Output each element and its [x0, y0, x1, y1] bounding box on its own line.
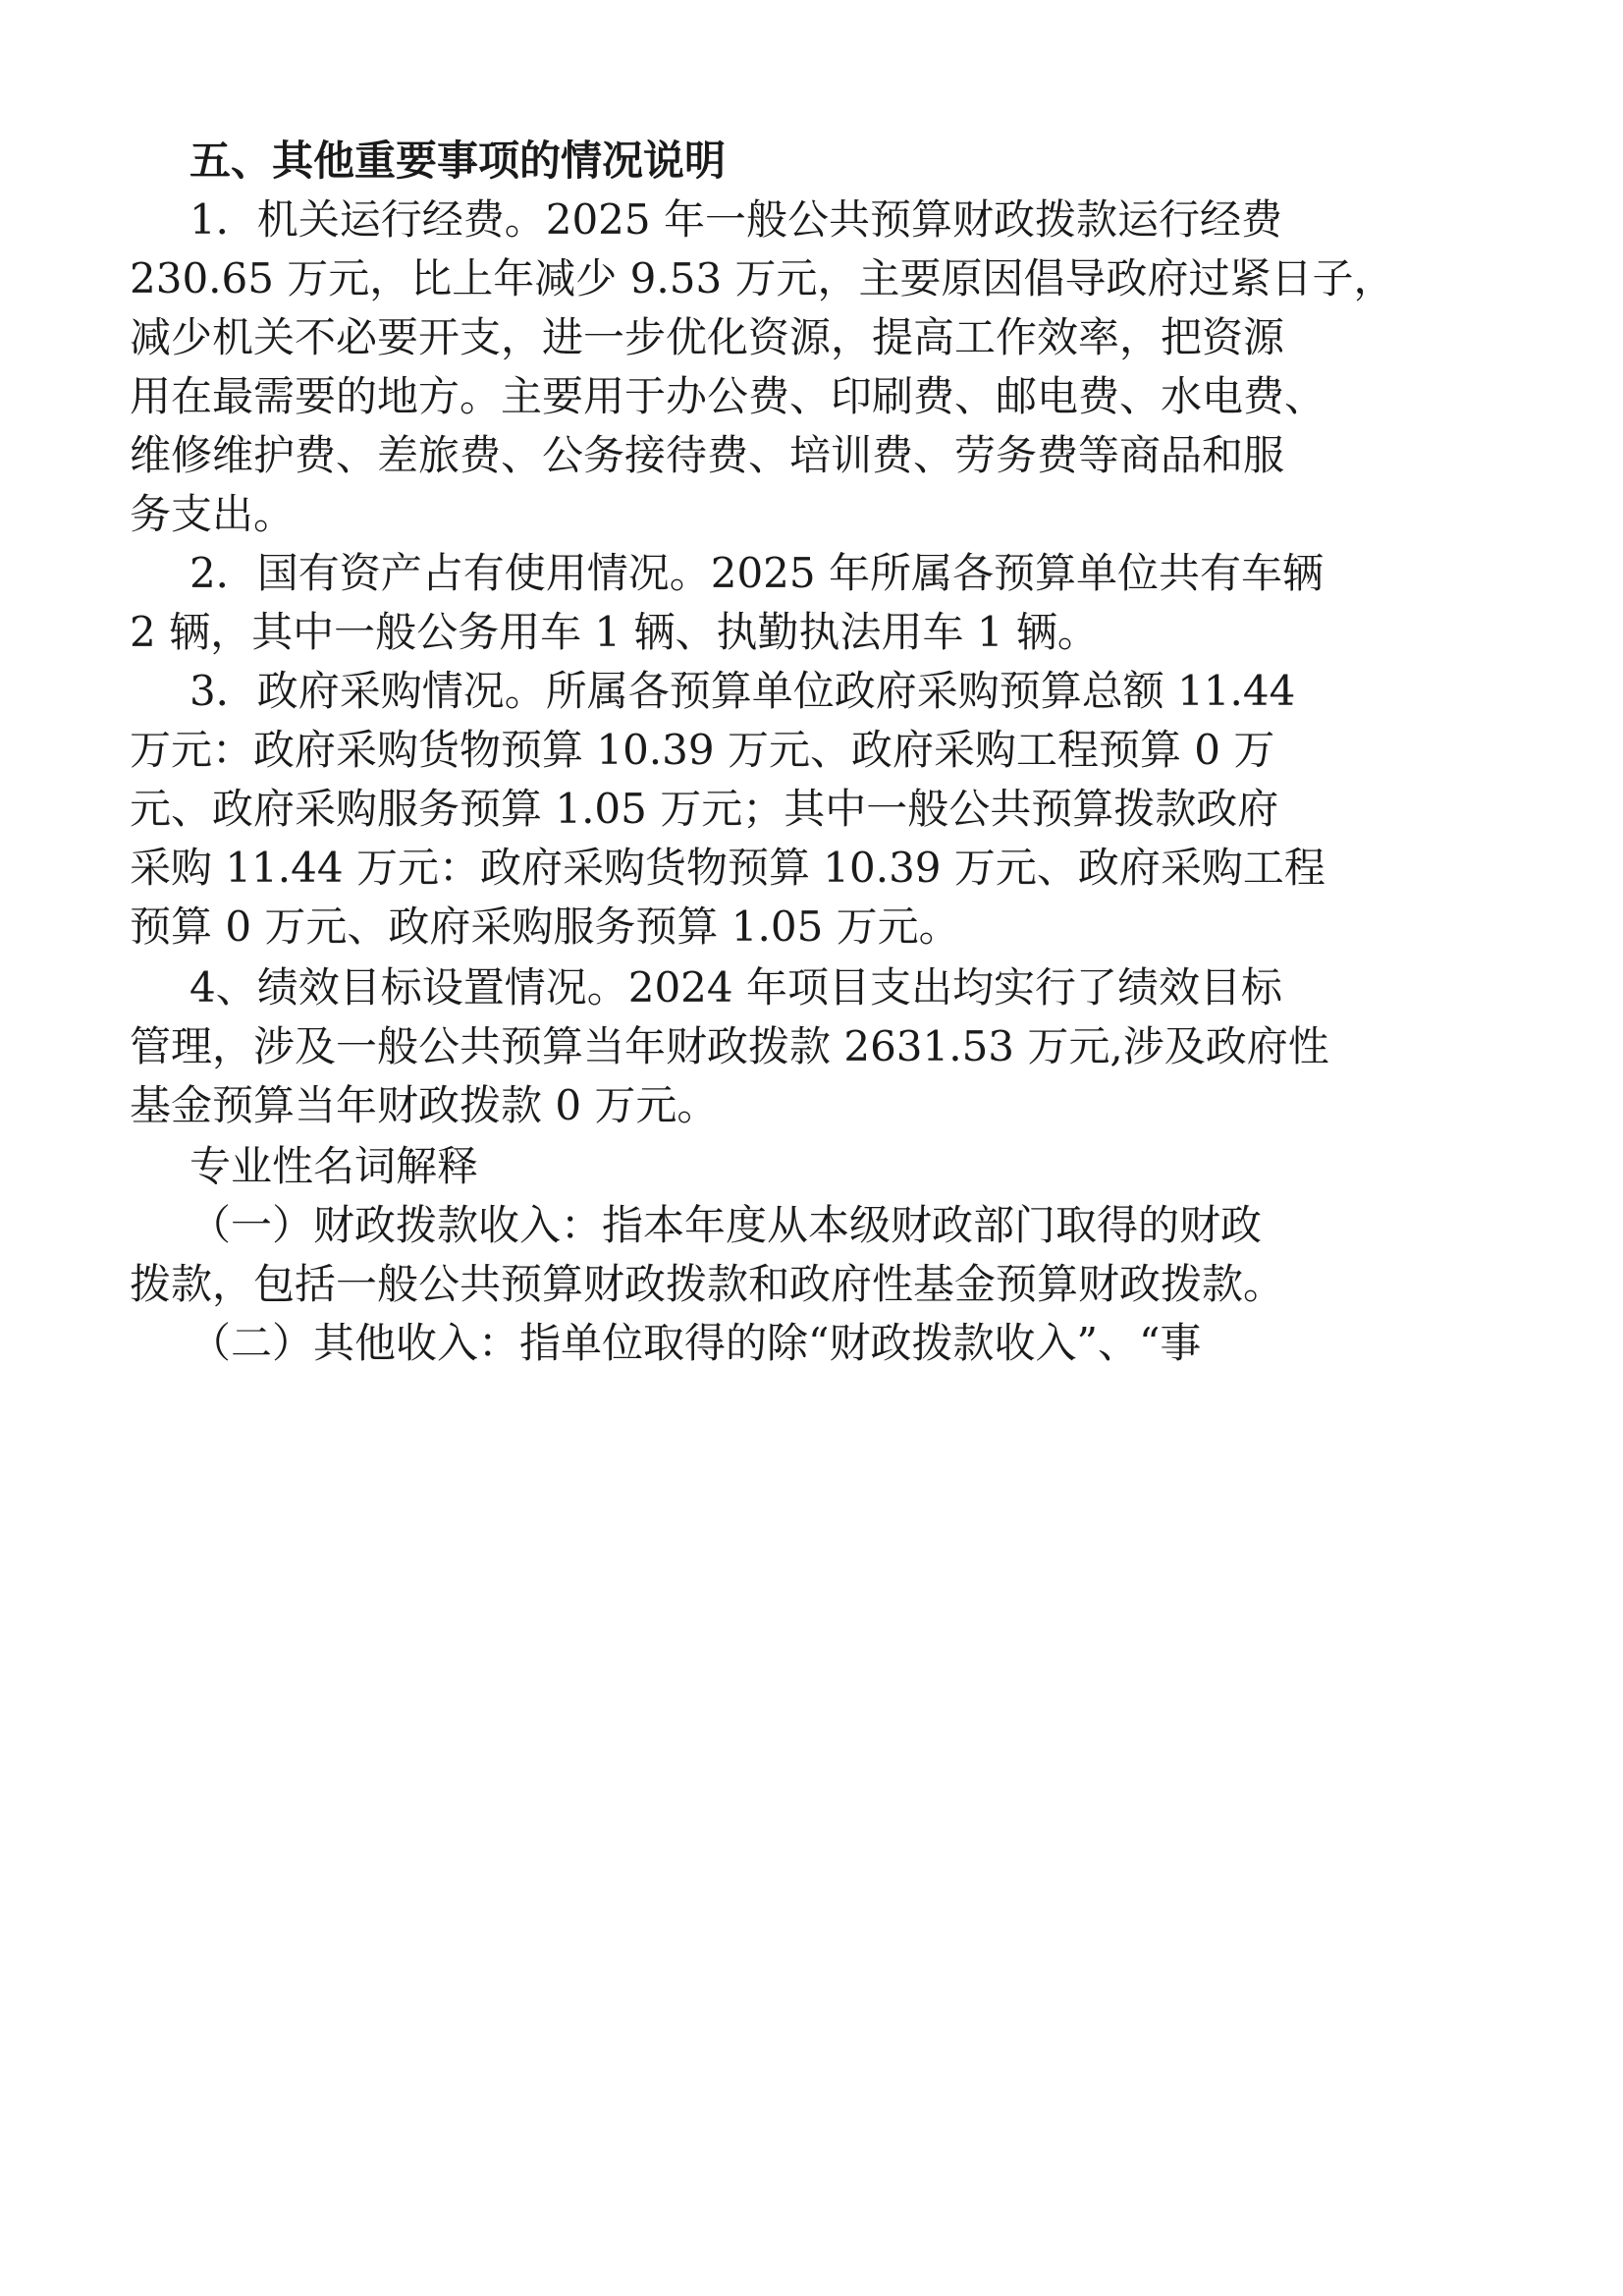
item-3-line-4: 采购 11.44 万元：政府采购货物预算 10.39 万元、政府采购工程 [130, 844, 1325, 892]
item-3-line-1: 3．政府采购情况。所属各预算单位政府采购预算总额 11.44 [189, 667, 1296, 715]
glossary-item-1-line-2: 拨款，包括一般公共预算财政拨款和政府性基金预算财政拨款。 [130, 1260, 1285, 1308]
item-4-line-2: 管理，涉及一般公共预算当年财政拨款 2631.53 万元,涉及政府性 [130, 1022, 1329, 1070]
item-4-line-1: 4、绩效目标设置情况。2024 年项目支出均实行了绩效目标 [189, 963, 1282, 1011]
item-1-line-5: 维修维护费、差旅费、公务接待费、培训费、劳务费等商品和服 [130, 431, 1285, 479]
item-2-line-1: 2．国有资产占有使用情况。2025 年所属各预算单位共有车辆 [189, 549, 1324, 597]
glossary-heading: 专业性名词解释 [189, 1142, 479, 1190]
glossary-item-2-line-1: （二）其他收入：指单位取得的除“财政拨款收入”、“事 [189, 1319, 1202, 1367]
item-1-line-1: 1．机关运行经费。2025 年一般公共预算财政拨款运行经费 [189, 195, 1282, 244]
item-3-line-3: 元、政府采购服务预算 1.05 万元；其中一般公共预算拨款政府 [130, 785, 1279, 833]
item-4-line-3: 基金预算当年财政拨款 0 万元。 [130, 1081, 719, 1129]
item-3-line-2: 万元：政府采购货物预算 10.39 万元、政府采购工程预算 0 万 [130, 726, 1275, 774]
item-2-line-2: 2 辆，其中一般公务用车 1 辆、执勤执法用车 1 辆。 [130, 608, 1099, 656]
item-1-line-2: 230.65 万元，比上年减少 9.53 万元，主要原因倡导政府过紧日子， [130, 254, 1395, 302]
glossary-item-1-line-1: （一）财政拨款收入：指本年度从本级财政部门取得的财政 [189, 1201, 1263, 1249]
item-1-line-4: 用在最需要的地方。主要用于办公费、印刷费、邮电费、水电费、 [130, 372, 1326, 420]
section-heading: 五、其他重要事项的情况说明 [189, 137, 727, 185]
item-1-line-6: 务支出。 [130, 490, 296, 538]
item-1-line-3: 减少机关不必要开支，进一步优化资源，提高工作效率，把资源 [130, 313, 1285, 361]
item-3-line-5: 预算 0 万元、政府采购服务预算 1.05 万元。 [130, 902, 960, 951]
